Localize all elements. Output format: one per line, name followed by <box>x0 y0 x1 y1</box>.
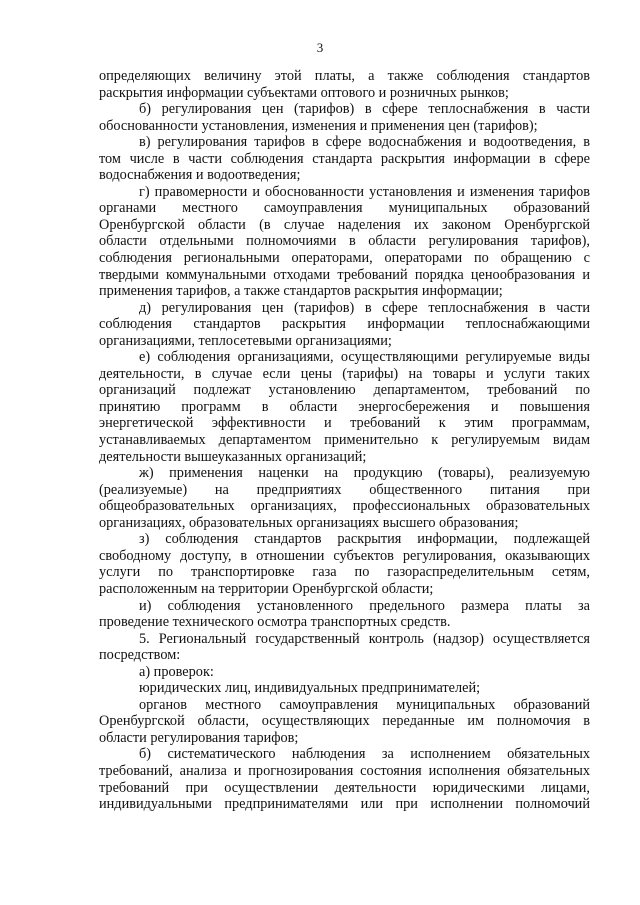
text-line: услуги по транспортировке газа по газораспределительным сетям, <box>99 564 590 581</box>
page-number: 3 <box>316 40 324 55</box>
text-line: деятельности вышеуказанных организаций; <box>99 448 367 465</box>
text-line: з) соблюдения стандартов раскрытия информации, подлежащей <box>139 531 590 548</box>
document-body <box>99 68 590 813</box>
text-line: том числе в части соблюдения стандарта раскрытия информации в сфере <box>99 150 590 167</box>
text-line: ж) применения наценки на продукцию (товары), реализуемую <box>139 465 590 482</box>
text-line: органами местного самоуправления муниципальных образований <box>99 200 590 217</box>
text-line: устанавливаемых департаментом применительно к регулируемым видам <box>99 432 590 449</box>
text-line: в) регулирования тарифов в сфере водоснабжения и водоотведения, в <box>139 134 590 151</box>
text-line: требований при осуществлении деятельности юридическими лицами, <box>99 779 590 796</box>
text-line: юридических лиц, индивидуальных предпринимателей; <box>139 680 481 697</box>
text-line: б) систематического наблюдения за исполнением обязательных <box>139 746 590 763</box>
text-line: определяющих величину этой платы, а также соблюдения стандартов <box>99 68 590 84</box>
text-line: применения тарифов, а также стандартов раскрытия информации; <box>99 283 503 300</box>
text-line: соблюдения региональными операторами, операторами по обращению с <box>99 250 590 267</box>
text-line: области регулирования тарифов; <box>99 729 299 746</box>
text-line: проведение технического осмотра транспортных средств. <box>99 614 451 631</box>
text-line: области отдельными полномочиями в области регулирования тарифов), <box>99 233 590 250</box>
text-line: 5. Региональный государственный контроль (надзор) осуществляется <box>139 630 590 647</box>
text-line: организациями, теплосетевыми организациями; <box>99 332 392 349</box>
text-line: (реализуемые) на предприятиях общественного питания при <box>99 481 590 498</box>
text-line: органов местного самоуправления муниципальных образований <box>139 696 590 713</box>
text-line: свободному доступу, в отношении субъектов регулирования, оказывающих <box>99 547 590 564</box>
text-line: организаций подлежат установлению департаментом, требований по <box>99 382 590 399</box>
text-line: требований, анализа и прогнозирования состояния исполнения обязательных <box>99 762 590 779</box>
text-line: посредством: <box>99 647 181 664</box>
text-line: твердыми коммунальными отходами требований порядка ценообразования и <box>99 266 590 283</box>
text-line: энергетической эффективности и требований к этим программам, <box>99 415 590 432</box>
text-line: Оренбургской области (в случае наделения их законом Оренбургской <box>99 216 590 233</box>
text-line: деятельности, в случае если цены (тарифы) на товары и услуги таких <box>99 365 590 382</box>
text-line: раскрытия информации субъектами оптового и розничных рынков; <box>99 84 509 101</box>
text-line: б) регулирования цен (тарифов) в сфере теплоснабжения в части <box>139 101 590 118</box>
text-line: индивидуальными предпринимателями или при исполнении полномочий <box>99 796 590 813</box>
text-line: е) соблюдения организациями, осуществляющими регулируемые виды <box>139 349 590 366</box>
text-line: соблюдения стандартов раскрытия информации теплоснабжающими <box>99 316 590 333</box>
text-line: д) регулирования цен (тарифов) в сфере теплоснабжения в части <box>139 299 590 316</box>
text-line: расположенным на территории Оренбургской области; <box>99 580 434 597</box>
text-line: Оренбургской области, осуществляющих переданные им полномочия в <box>99 713 590 730</box>
text-line: водоснабжения и водоотведения; <box>99 167 301 184</box>
text-line: и) соблюдения установленного предельного размера платы за <box>139 597 590 614</box>
text-line: а) проверок: <box>139 663 214 680</box>
text-line: организациях, образовательных организациях высшего образования; <box>99 514 519 531</box>
text-line: г) правомерности и обоснованности установления и изменения тарифов <box>139 183 590 200</box>
text-line: принятию программ в области энергосбережения и повышения <box>99 398 590 415</box>
text-line: общеобразовательных организациях, профессиональных образовательных <box>99 498 590 515</box>
text-line: обоснованности установления, изменения и применения цен (тарифов); <box>99 117 538 134</box>
